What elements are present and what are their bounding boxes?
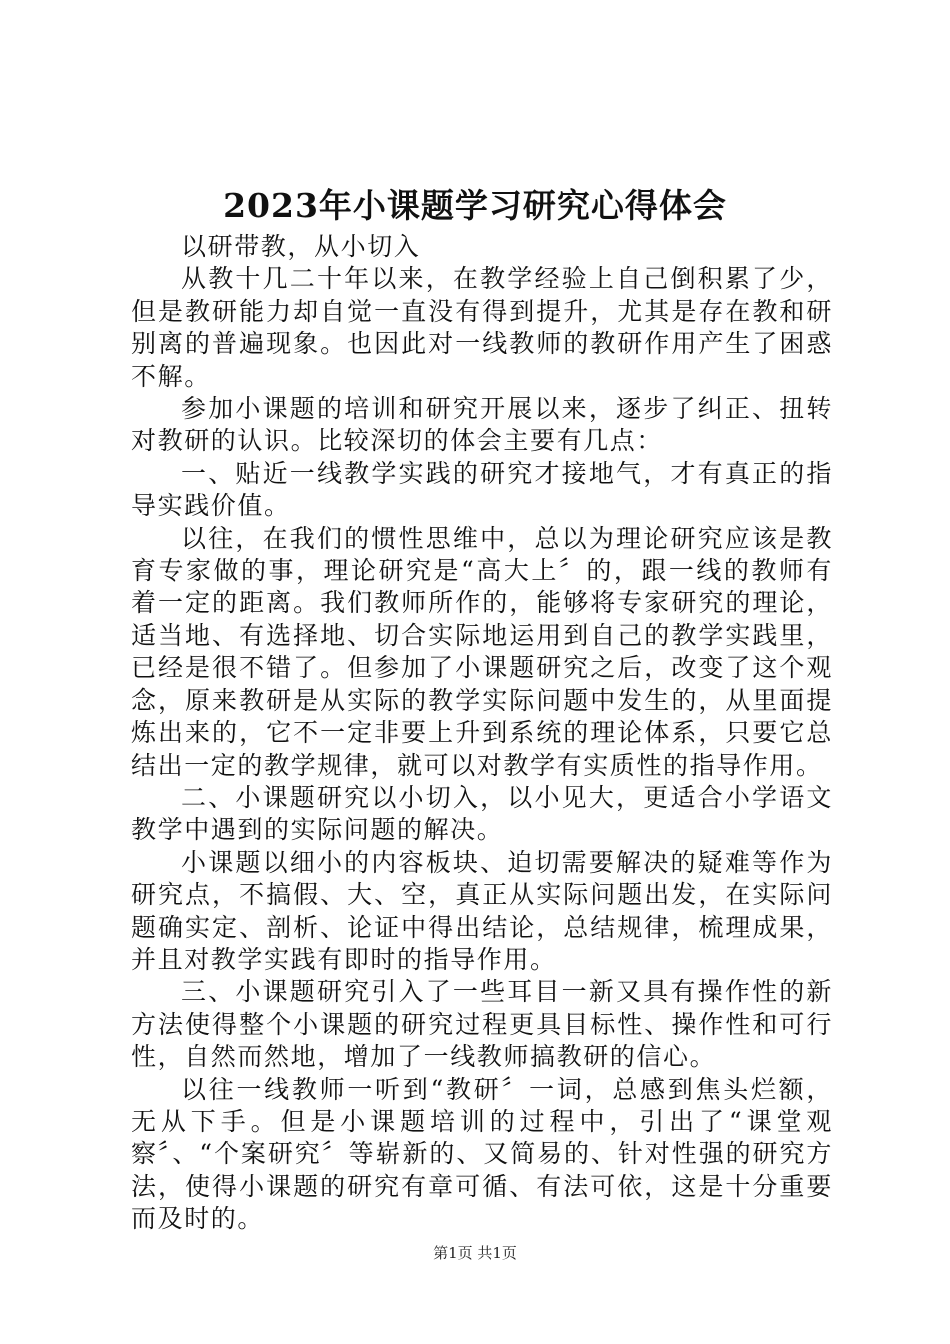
- paragraph-subtitle: 以研带教，从小切入: [181, 232, 421, 261]
- paragraph: 小课题以细小的内容板块、迫切需要解决的疑难等作为研究点，不搞假、大、空，真正从实际问题出发，在实际问题确实定、剖析、论证中得出结论，总结规律，梳理成果，并且对教学实践有即时的指导作用。: [131, 847, 833, 974]
- page-footer: 第1页 共1页: [433, 1244, 517, 1262]
- document-body: [131, 231, 833, 1236]
- paragraph-heading-1: 一、贴近一线教学实践的研究才接地气，才有真正的指导实践价值。: [131, 458, 833, 521]
- paragraph: 参加小课题的培训和研究开展以来，逐步了纠正、扭转对教研的认识。比较深切的体会主要有几点：: [131, 394, 833, 456]
- document-title: 2023年小课题学习研究心得体会: [223, 186, 727, 225]
- paragraph: 以往，在我们的惯性思维中，总以为理论研究应该是教育专家做的事，理论研究是“高大上〞的，跟一线的教师有着一定的距离。我们教师所作的，能够将专家研究的理论，适当地、有选择地、切合实际地运用到自己的教学实践里，已经是很不错了。但参加了小课题研究之后，改变了这个观念，原来教研是从实际的教学实际问题中发生的，从里面提炼出来的，它不一定非要上升到系统的理论体系，只要它总结出一定的教学规律，就可以对教学有实质性的指导作用。: [131, 523, 833, 780]
- paragraph: 从教十几二十年以来，在教学经验上自己倒积累了少，但是教研能力却自觉一直没有得到提升，尤其是存在教和研别离的普遍现象。也因此对一线教师的教研作用产生了困惑不解。: [131, 264, 833, 391]
- paragraph-heading-3: 三、小课题研究引入了一些耳目一新又具有操作性的新方法使得整个小课题的研究过程更具目标性、操作性和可行性，自然而然地，增加了一线教师搞教研的信心。: [131, 977, 833, 1072]
- paragraph-heading-2: 二、小课题研究以小切入，以小见大，更适合小学语文教学中遇到的实际问题的解决。: [131, 782, 833, 845]
- paragraph: 以往一线教师一听到“教研〞一词，总感到焦头烂额，无从下手。但是小课题培训的过程中，引出了“课堂观察〞、“个案研究〞等崭新的、又简易的、针对性强的研究方法，使得小课题的研究有章可循、有法可依，这是十分重要而及时的。: [131, 1074, 833, 1234]
